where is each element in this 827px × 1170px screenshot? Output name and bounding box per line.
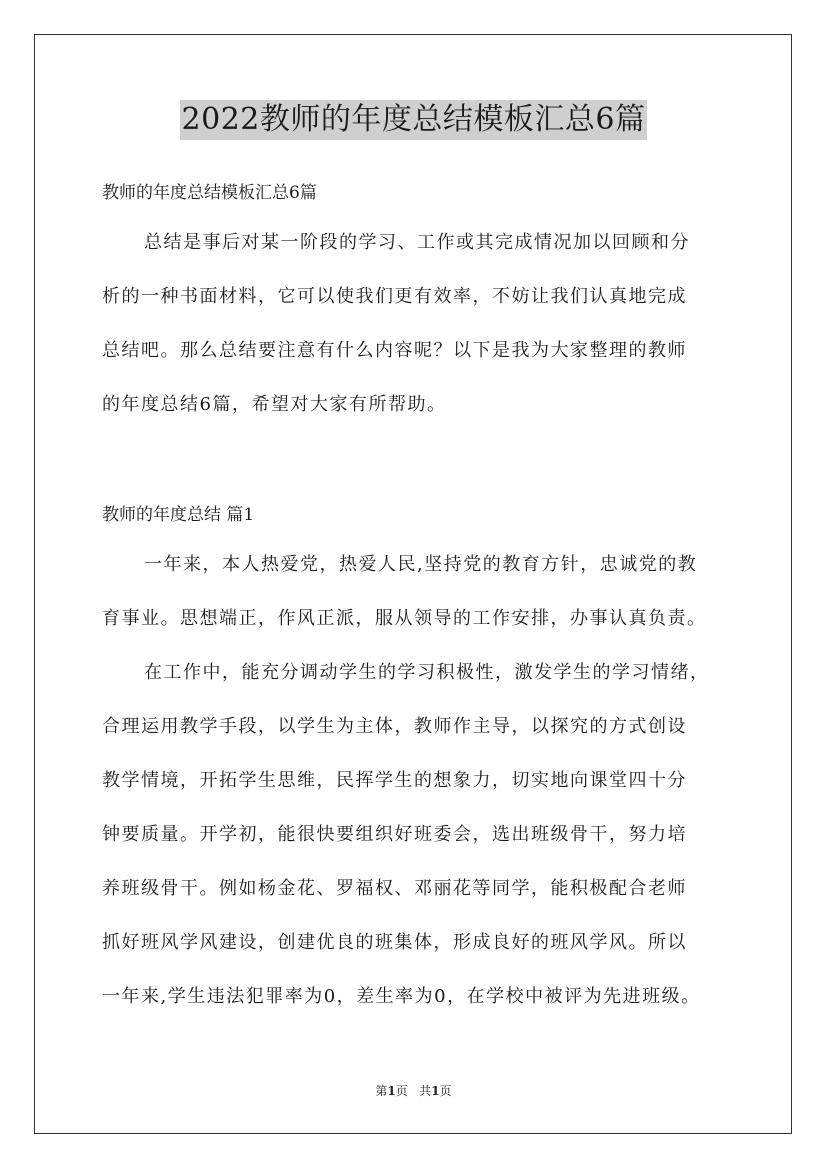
paragraph-line: 一年来,学生违法犯罪率为0，差生率为0，在学校中被评为先进班级。 <box>102 986 701 1007</box>
page-footer <box>0 1083 827 1099</box>
intro-line: 的年度总结6篇，希望对大家有所帮助。 <box>102 394 447 415</box>
total-suffix: 页 <box>439 1084 452 1098</box>
total-pages: 1 <box>431 1084 440 1098</box>
document-title: 2022教师的年度总结模板汇总6篇 <box>180 100 648 140</box>
section-paragraph-2 <box>102 646 732 1024</box>
intro-line: 析的一种书面材料，它可以使我们更有效率，不妨让我们认真地完成 <box>102 286 687 307</box>
paragraph-line: 养班级骨干。例如杨金花、罗福权、邓丽花等同学，能积极配合老师 <box>102 878 687 899</box>
page-suffix: 页 <box>395 1084 408 1098</box>
intro-line: 总结是事后对某一阶段的学习、工作或其完成情况加以回顾和分 <box>144 232 690 253</box>
paragraph-line: 钟要质量。开学初，能很快要组织好班委会，选出班级骨干，努力培 <box>102 824 687 845</box>
total-prefix: 共 <box>419 1084 432 1098</box>
paragraph-line: 教学情境，开拓学生思维，民挥学生的想象力，切实地向课堂四十分 <box>102 770 687 791</box>
paragraph-line: 抓好班风学风建设，创建优良的班集体，形成良好的班风学风。所以 <box>102 932 687 953</box>
intro-line: 总结吧。那么总结要注意有什么内容呢？以下是我为大家整理的教师 <box>102 340 687 361</box>
intro-paragraph <box>102 216 732 432</box>
section-paragraph-1 <box>102 538 732 646</box>
page-prefix: 第 <box>375 1084 388 1098</box>
paragraph-line: 在工作中，能充分调动学生的学习积极性，激发学生的学习情绪， <box>144 662 710 683</box>
title-container <box>0 100 827 140</box>
paragraph-line: 合理运用教学手段，以学生为主体，教师作主导，以探究的方式创设 <box>102 716 687 737</box>
section-heading: 教师的年度总结 篇1 <box>102 505 255 525</box>
paragraph-line: 一年来，本人热爱党，热爱人民,坚持党的教育方针，忠诚党的教 <box>144 554 698 575</box>
page-number: 1 <box>387 1084 396 1098</box>
paragraph-line: 育事业。思想端正，作风正派，服从领导的工作安排，办事认真负责。 <box>102 608 707 629</box>
document-body <box>102 172 732 1024</box>
document-subtitle: 教师的年度总结模板汇总6篇 <box>102 183 317 203</box>
